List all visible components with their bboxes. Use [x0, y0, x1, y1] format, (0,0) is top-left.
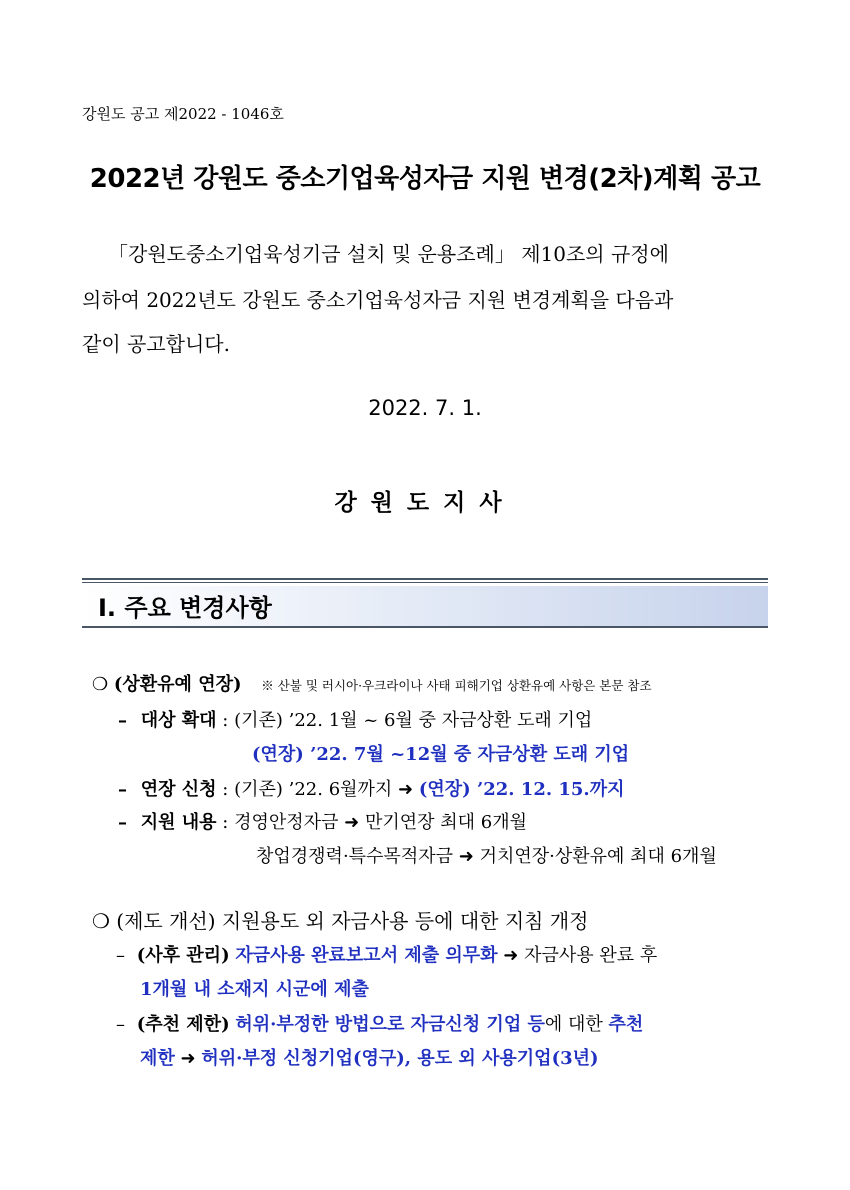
rec-label: (추천 제한) — [136, 1014, 230, 1035]
arrow-right-icon: ➜ — [398, 779, 414, 800]
post-label: (사후 관리) — [136, 945, 230, 966]
arrow-right-icon: ➜ — [180, 1048, 196, 1069]
post-blue-2: 1개월 내 소재지 시군에 제출 — [140, 979, 369, 1000]
bullet-circle-icon: ❍ — [92, 674, 109, 695]
item1-note: ※ 산불 및 러시아·우크라이나 사태 피해기업 상환유예 사항은 본문 참조 — [261, 678, 652, 693]
arrow-right-icon: ➜ — [344, 812, 360, 833]
bullet-circle-icon: ❍ — [92, 909, 110, 933]
post-plain: 자금사용 완료 후 — [524, 945, 658, 966]
support-line2-left: 창업경쟁력·특수목적자금 — [256, 846, 453, 867]
apply-existing: (기존) ’22. 6월까지 — [234, 779, 393, 800]
target-sep: : — [216, 710, 235, 731]
target-extended: (연장) ’22. 7월 ~12월 중 자금상환 도래 기업 — [252, 744, 630, 765]
section-rule-top-thin — [82, 582, 768, 583]
notice-number: 강원도 공고 제2022 - 1046호 — [82, 105, 284, 123]
target-label: 대상 확대 — [140, 710, 217, 731]
rec-blue-end: 추천 — [608, 1014, 644, 1035]
rec-dash: – — [116, 1014, 125, 1035]
notice-date: 2022. 7. 1. — [368, 396, 482, 420]
target-dash: – — [118, 710, 127, 731]
apply-sep: : — [216, 779, 235, 800]
support-line-1 — [118, 808, 527, 834]
document-title: 2022년 강원도 중소기업육성자금 지원 변경(2차)계획 공고 — [89, 164, 761, 194]
apply-label: 연장 신청 — [140, 779, 217, 800]
support-sep: : — [216, 812, 235, 833]
item2-heading-line — [92, 905, 588, 934]
rec-plain: 에 대한 — [544, 1014, 603, 1035]
support-label: 지원 내용 — [140, 812, 217, 833]
support-line2-right: 거치연장·상환유예 최대 6개월 — [479, 846, 717, 867]
intro-line-2: 의하여 2022년도 강원도 중소기업육성자금 지원 변경계획을 다음과 — [82, 288, 674, 312]
arrow-right-icon: ➜ — [503, 945, 519, 966]
post-line-1 — [116, 941, 657, 967]
signer: 강원도지사 — [334, 490, 516, 516]
support-line1-left: 경영안정자금 — [234, 812, 339, 833]
post-dash: – — [116, 945, 125, 966]
post-blue-1: 자금사용 완료보고서 제출 의무화 — [235, 945, 498, 966]
rec-line-2 — [140, 1044, 599, 1070]
arrow-right-icon: ➜ — [458, 846, 474, 867]
item1-heading: (상환유예 연장) — [113, 674, 242, 695]
section-title: Ⅰ. 주요 변경사항 — [98, 594, 272, 622]
intro-line-1: 「강원도중소기업육성기금 설치 및 운용조례」 제10조의 규정에 — [108, 242, 669, 266]
support-line-2 — [256, 842, 717, 868]
rec-line-1 — [116, 1010, 643, 1036]
target-existing: (기존) ’22. 1월 ~ 6월 중 자금상환 도래 기업 — [234, 710, 593, 731]
rec-blue-1: 허위·부정한 방법으로 자금신청 기업 등 — [235, 1014, 545, 1035]
rec-blue-2b: 허위·부정 신청기업(영구), 용도 외 사용기업(3년) — [201, 1048, 599, 1069]
section-rule-top — [82, 578, 768, 580]
support-line1-right: 만기연장 최대 6개월 — [364, 812, 527, 833]
intro-line-3: 같이 공고합니다. — [82, 332, 230, 356]
apply-line — [118, 775, 624, 801]
target-line — [118, 706, 592, 732]
rec-blue-2a: 제한 — [140, 1048, 175, 1069]
apply-extended: (연장) ’22. 12. 15.까지 — [418, 779, 625, 800]
support-dash: – — [118, 812, 127, 833]
item2-heading: (제도 개선) 지원용도 외 자금사용 등에 대한 지침 개정 — [116, 909, 589, 933]
section-rule-bottom — [82, 626, 768, 628]
item1-heading-line — [92, 670, 652, 696]
apply-dash: – — [118, 779, 127, 800]
